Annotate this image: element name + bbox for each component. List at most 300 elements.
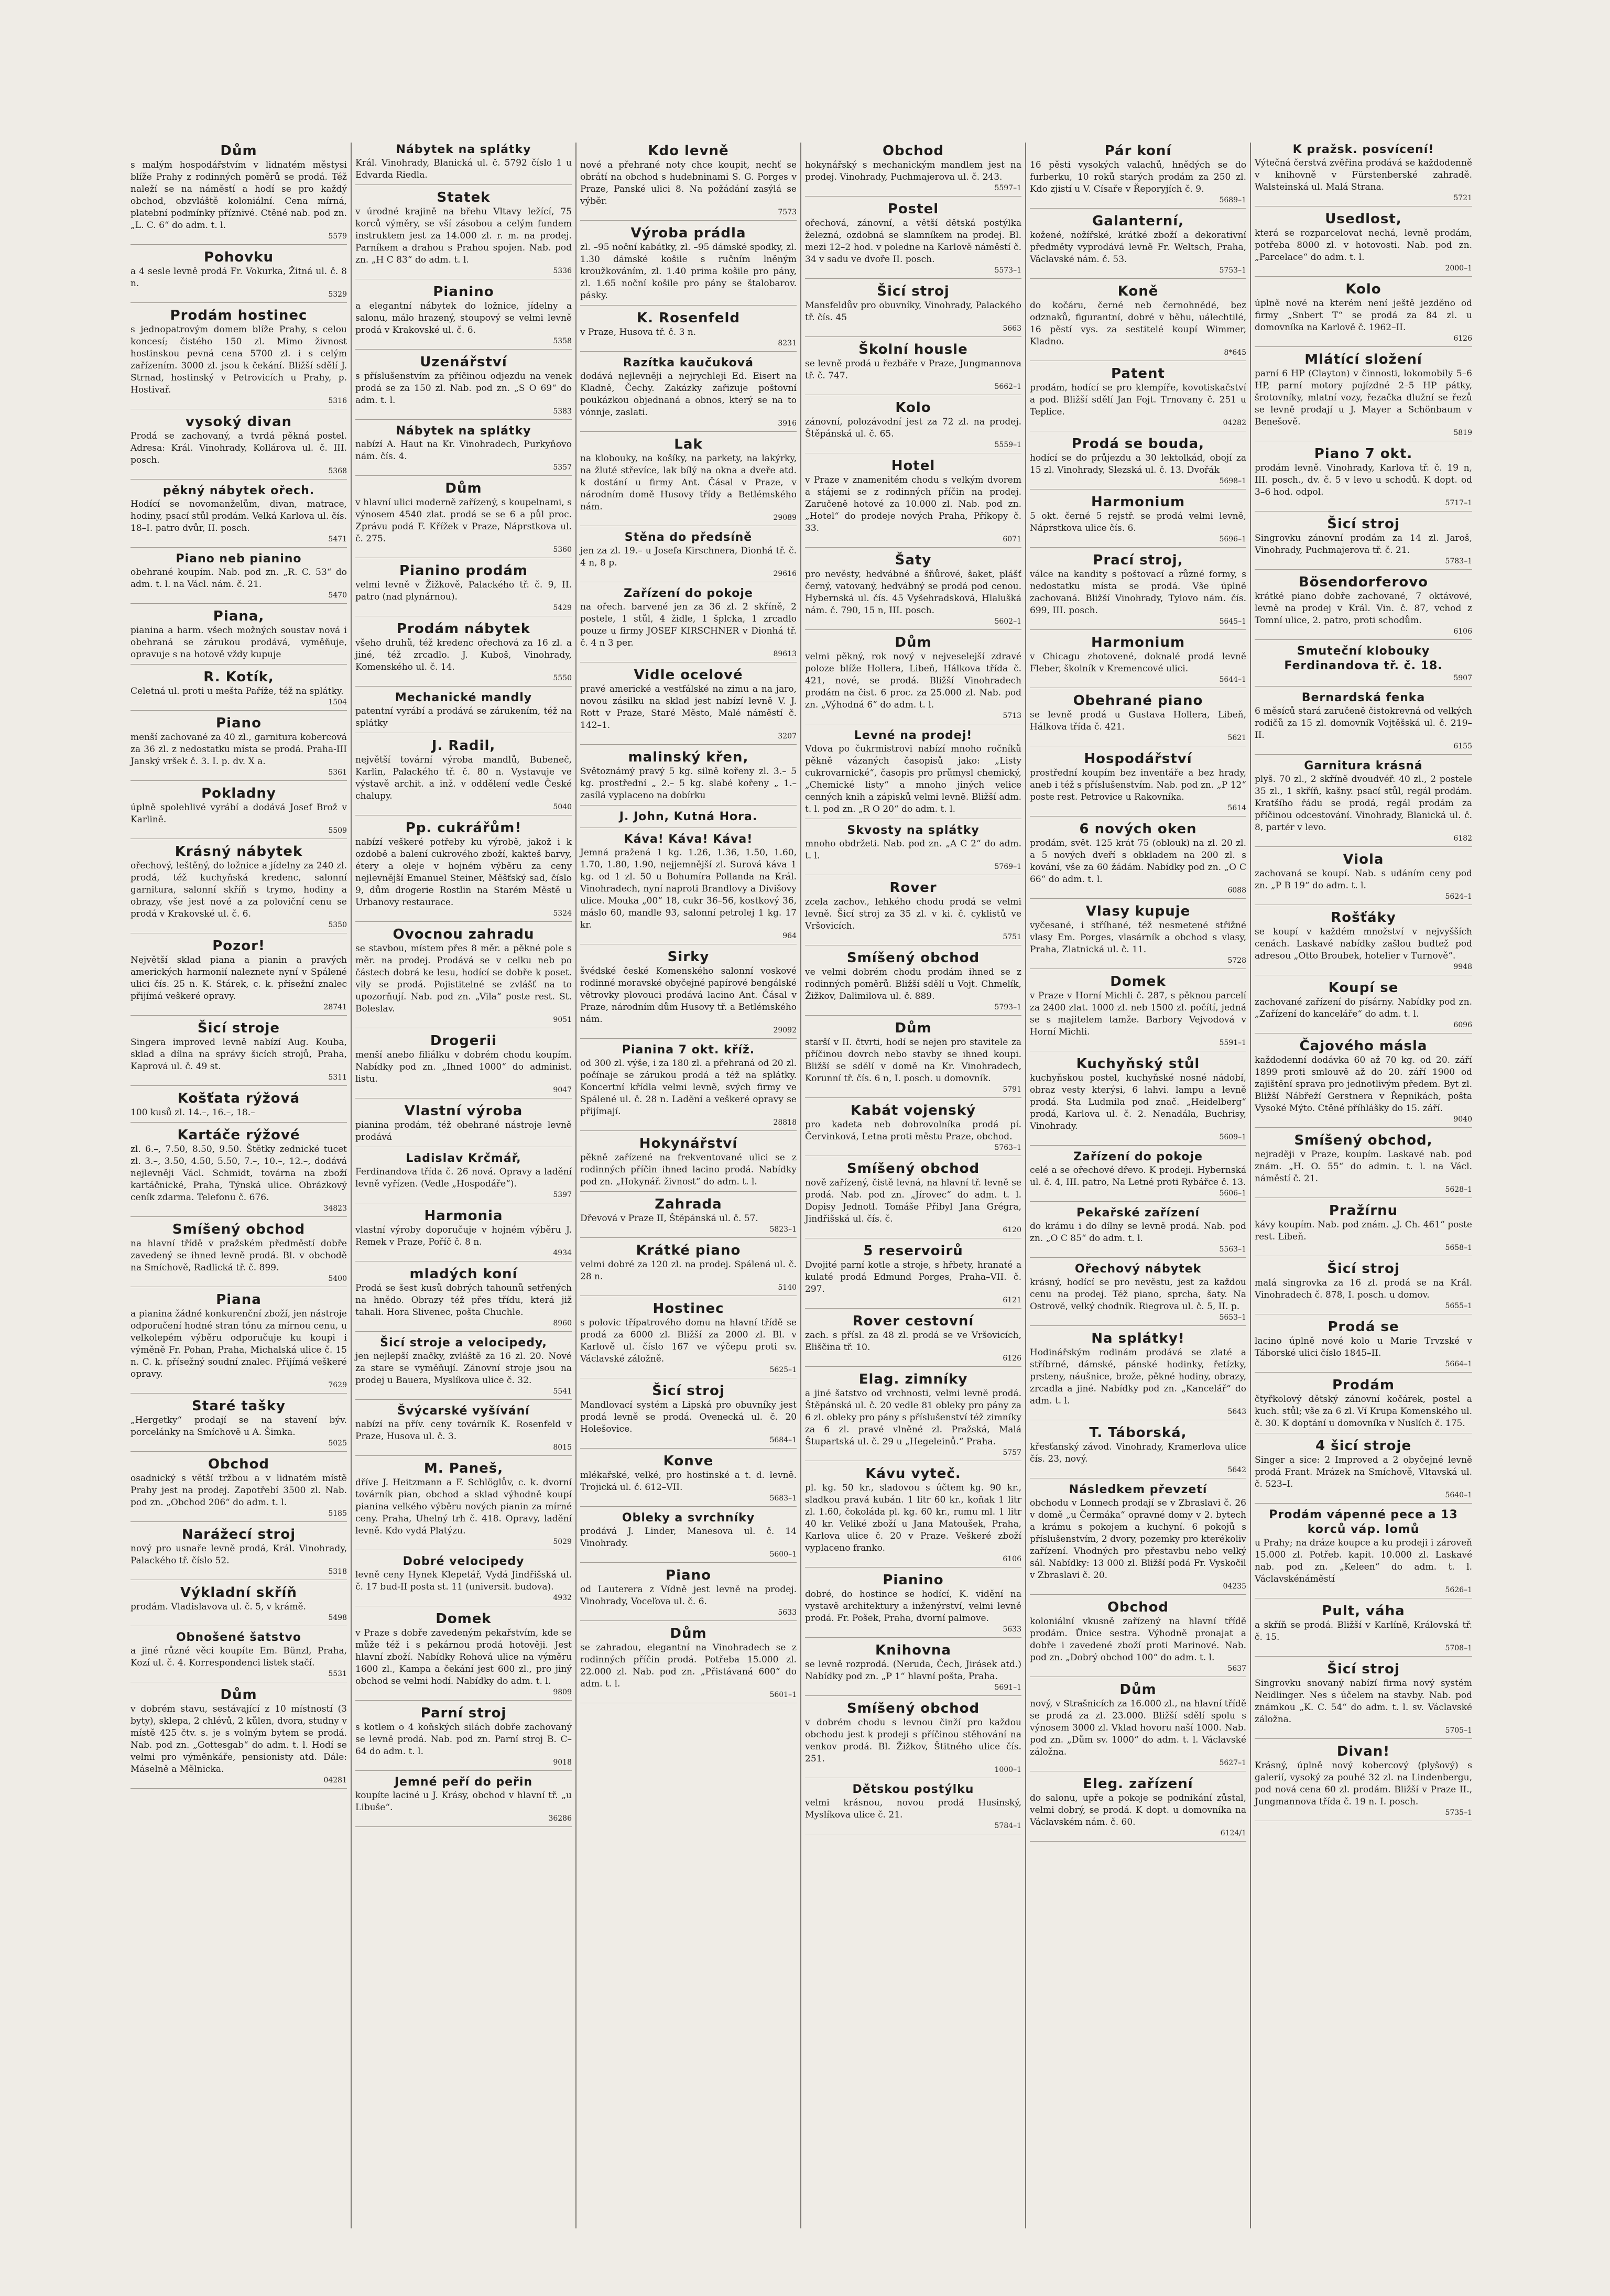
ad-body: s jednopatrovým domem blíže Prahy, s celou koncesí; čistého 150 zl. Mimo živnost hostinskou pevná cena 5700 zl. i s celým zařízením. 3000 zl. jsou k čekání. Bližší sdělí J. Strnad, hostinský v Petrovicích u Prahy, p. Hostivař. <box>130 324 347 395</box>
ad-headline: Parní stroj <box>420 1705 507 1721</box>
ad-body: levně ceny Hynek Klepetář, Vydá Jindřišská ul. č. 17 bud-II posta st. 11 (universit. budova). <box>355 1570 572 1592</box>
classified-ad <box>805 728 1021 819</box>
ad-body: od Lauterera z Vídně jest levně na prodej. Vinohrady, Voceľova ul. č. 6. <box>580 1584 797 1607</box>
classified-ad <box>130 1526 347 1580</box>
ad-headline: Dobré velocipedy <box>402 1555 525 1568</box>
ad-number: 5541 <box>553 1387 572 1396</box>
classified-ad <box>355 1103 572 1147</box>
classified-ad <box>355 1207 572 1261</box>
ad-number: 5357 <box>553 463 572 472</box>
ad-body: v Chicagu zhotovené, doknalé prodá levně Fleber, školník v Kremencové ulici. <box>1030 651 1246 674</box>
ad-headline: Sirky <box>667 949 710 965</box>
ad-headline: Jemné peří do peřin <box>394 1776 533 1789</box>
ad-headline: Bösendorferovo <box>1298 574 1429 590</box>
classified-ad <box>1255 281 1472 347</box>
ad-number: 5907 <box>1453 674 1472 682</box>
ad-body: v dobrém chodu s levnou činží pro každou obchodu jest k prodeji s příčinou stěhování na venkov prodá. Bl. Žižkov, Štitného ulice čís. 251. <box>805 1717 1021 1764</box>
ad-body: mnoho obdržeti. Nab. pod zn. „A C 2“ do adm. t. l. <box>805 839 1021 861</box>
ad-headline: Kolo <box>1345 281 1381 297</box>
classified-ad <box>1255 1132 1472 1198</box>
classified-ad <box>355 284 572 350</box>
ad-number: 5316 <box>328 397 347 405</box>
ad-body: se stavbou, místem přes 8 měr. a pěkné pole s měr. na prodej. Prodává se v celku neb po částech dobrá ke lesu, hodící se dobře k poset. vily se prodá. Pojistitelné se zvlášť na to upozorňují. Nab. pod zn. „Vila“ poste rest. St. Boleslav. <box>355 943 572 1014</box>
ad-number: 9051 <box>553 1016 572 1024</box>
classified-ad <box>1255 351 1472 441</box>
ad-number: 5470 <box>328 591 347 600</box>
ad-number: 5784–1 <box>994 1822 1021 1830</box>
ad-body: se levně rozprodá. (Neruda, Čech, Jirásek atd.) Nabídky pod zn. „P 1“ hlavní pošta, Praha. <box>805 1659 1021 1682</box>
ad-body: malá singrovka za 16 zl. prodá se na Král. Vinohradech č. 878, I. posch. u domov. <box>1255 1278 1472 1300</box>
ad-headline: Šicí stroje <box>197 1020 280 1036</box>
classified-ad <box>805 1020 1021 1098</box>
ad-headline: Bernardská fenka <box>1301 691 1426 704</box>
classified-ad <box>1255 1603 1472 1657</box>
ad-body: obehrané koupím. Nab. pod zn. „R. C. 53“ do adm. t. l. na Václ. nám. č. 21. <box>130 567 347 590</box>
ad-body: kožené, nožířské, krátké zboží a dekorativní předměty vyprodává levně Fr. Weltsch, Praha, Václavské nám. č. 53. <box>1030 230 1246 265</box>
ad-body: Hodící se novomanželům, divan, matrace, hodiny, psací stůl prodám. Velká Karlova ul. čís. 18–I. patro dvůr, II. posch. <box>130 499 347 534</box>
ad-number: 6121 <box>1003 1296 1021 1304</box>
ad-number: 5509 <box>328 826 347 835</box>
ad-number: 29616 <box>773 570 797 578</box>
ad-headline: Obchod <box>208 1456 270 1472</box>
ad-headline: Pult, váha <box>1322 1603 1405 1619</box>
ad-body: do kočáru, černé neb černohnědé, bez odznaků, figurantní, dobré v běhu, uálechtilé, 16 pěstí vys. za sestitelé koupí Wimmer, Kladno. <box>1030 300 1246 347</box>
ad-body: u Prahy; na dráze koupce a ku prodeji i zároveň 15.000 zl. Potřeb. kapit. 10.000 zl. Laskavé nab. pod zn. „Keleen“ do adm. t. l. Václavskénáměstí <box>1255 1538 1472 1584</box>
ad-number: 5658–1 <box>1445 1244 1472 1252</box>
ad-number: 5621 <box>1227 734 1246 742</box>
ad-headline: pěkný nábytek ořech. <box>162 484 315 497</box>
ad-number: 5368 <box>328 467 347 475</box>
classified-ad <box>1030 552 1246 630</box>
ad-headline: Dům <box>220 1687 257 1703</box>
ad-number: 5633 <box>778 1608 797 1617</box>
ad-body: a pianina žádné konkurenční zboží, jen nástroje odporučení hodné stran tónu za mírnou cenu, u velkolepém výběru odporučuje ku koupi i výměně Fr. Pohan, Praha, Michalská ulice č. 15 n. C. k. přísežný soudní znalec. Přijímá veškeré opravy. <box>130 1309 347 1379</box>
classified-ad <box>355 1775 572 1827</box>
classified-ad <box>805 552 1021 630</box>
ad-number: 5662–1 <box>994 383 1021 391</box>
classified-ad <box>1255 691 1472 755</box>
classified-columns <box>127 143 1477 2228</box>
ad-number: 6120 <box>1003 1226 1021 1234</box>
ad-number: 5642 <box>1227 1466 1246 1474</box>
ad-headline: Harmonium <box>1091 635 1185 650</box>
ad-headline: Šicí stroje a velocipedy, <box>380 1336 547 1350</box>
ad-headline: Vlastní výroba <box>404 1103 523 1119</box>
classified-ad <box>580 225 797 306</box>
classified-ad <box>1030 365 1246 431</box>
classified-ad <box>805 1642 1021 1696</box>
ad-number: 5628–1 <box>1445 1185 1472 1194</box>
column-2 <box>352 143 576 2228</box>
ad-headline: Smuteční klobouky Ferdinandova tř. č. 18. <box>1284 645 1443 672</box>
ad-body: zachované zařízení do písárny. Nabídky pod zn. „Zařízení do kanceláře“ do adm. t. l. <box>1255 997 1472 1019</box>
ad-body: s kotlem o 4 koňských silách dobře zachovaný se levně prodá. Nab. pod zn. Parní stroj B. C–64 do adm. t. l. <box>355 1722 572 1757</box>
ad-number: 3916 <box>778 419 797 428</box>
classified-ad <box>1030 1483 1246 1595</box>
ad-headline: Patent <box>1111 366 1165 382</box>
ad-headline: Prodá se bouda, <box>1071 436 1205 452</box>
ad-body: 100 kusů zl. 14.–, 16.–, 18.– <box>130 1107 255 1118</box>
classified-ad <box>130 1686 347 1789</box>
column-6 <box>1251 143 1476 2228</box>
ad-body: do krámu i do dílny se levně prodá. Nab. pod zn. „O C 85“ do adm. t. l. <box>1030 1221 1246 1244</box>
ad-headline: Šicí stroj <box>1327 1661 1400 1677</box>
ad-body: 5 okt. černé 5 rejstř. se prodá velmi levně, Náprstkova ulice čís. 6. <box>1030 511 1246 534</box>
ad-body: lacino úplně nové kolo u Marie Trvzské v Táborské ulici číslo 1845–II. <box>1255 1336 1472 1358</box>
ad-number: 5640–1 <box>1445 1491 1472 1499</box>
classified-ad <box>355 143 572 185</box>
column-3 <box>576 143 801 2228</box>
ad-body: celé a se ořechové dřevo. K prodeji. Hybernská ul. č. 4, III. patro, Na Letné proti Rybářce č. 13. <box>1030 1165 1246 1188</box>
ad-headline: Vlasy kupuje <box>1085 904 1191 919</box>
classified-ad <box>805 1102 1021 1156</box>
ad-number: 5637 <box>1227 1664 1246 1673</box>
ad-number: 5698–1 <box>1219 477 1246 485</box>
classified-ad <box>130 1630 347 1682</box>
ad-body: dodává nejlevněji a nejrychleji Ed. Eisert na Kladně, Čechy. Zakázky zařizuje poštovní poukázkou objednaná a obnos, který se na to vónnje, zaslati. <box>580 371 797 418</box>
ad-headline: Krátké piano <box>636 1243 741 1258</box>
classified-ad <box>805 1465 1021 1568</box>
ad-number: 5655–1 <box>1445 1302 1472 1310</box>
ad-number: 5597–1 <box>994 184 1021 192</box>
classified-ad <box>355 691 572 733</box>
ad-headline: Smíšený obchod <box>846 1161 980 1177</box>
ad-headline: Zahrada <box>655 1196 722 1212</box>
ad-headline: Rover cestovní <box>852 1313 974 1329</box>
classified-ad <box>805 879 1021 945</box>
ad-body: nové a přehrané noty chce koupit, nechť se obrátí na obchod s hudebninami S. G. Porges v Praze, Panské ulici 8. Na požádání zasýlá se výběr. <box>580 160 797 206</box>
ad-headline: Zařízení do pokoje <box>624 587 753 600</box>
ad-number: 5689–1 <box>1219 196 1246 204</box>
ad-headline: Dům <box>220 143 257 159</box>
classified-ad <box>1255 445 1472 512</box>
ad-body: velmi krásnou, novou prodá Husinský, Myslíkova ulice č. 21. <box>805 1798 1021 1820</box>
ad-headline: Šicí stroj <box>652 1383 725 1399</box>
classified-ad <box>1030 213 1246 279</box>
ad-headline: Obehrané piano <box>1073 693 1203 709</box>
classified-ad <box>1255 980 1472 1033</box>
ad-body: „Hergetky“ prodají se na stavení býv. porcelánky na Smíchově u A. Šimka. <box>130 1415 347 1438</box>
ad-body: jen nejlepší značky, zvláště za 16 zl. 20. Nové za stare se vyměňují. Zánovní stroje jsou na prodej u Bauera, Myslíkova ulice č. 32. <box>355 1351 572 1386</box>
ad-number: 6071 <box>1003 535 1021 543</box>
ad-number: 5559–1 <box>994 441 1021 449</box>
classified-ad <box>805 1572 1021 1638</box>
classified-ad <box>580 1511 797 1563</box>
ad-number: 8960 <box>553 1319 572 1327</box>
ad-number: 5751 <box>1003 933 1021 941</box>
ad-body: pěkně zařízené na frekventované ulici se z rodinných příčin ihned lacino prodá. Nabídky pod zn. „Hokynář. živnost“ do adm. t. l. <box>580 1152 797 1187</box>
ad-body: zl. 6.–, 7.50, 8.50, 9.50. Štětky zednické tucet zl. 3.–, 3.50, 4.50, 5.50, 7.–, 10.–, 12.–, dodává nejlevněji Václ. Schmidt, továrna na zboží kartáčnické, Praha, Týnská ulice. Obrázkový ceník zdarma. Telefonu č. 676. <box>130 1144 347 1203</box>
classified-ad <box>1030 1776 1246 1842</box>
ad-headline: Piana <box>216 1292 262 1308</box>
classified-ad <box>355 1151 572 1203</box>
ad-headline: Pianino prodám <box>399 563 528 579</box>
ad-body: která se rozparcelovat nechá, levně prodám, potřeba 8000 zl. v hotovosti. Nab. pod zn. „Parcelace“ do adm. t. l. <box>1255 228 1472 263</box>
ad-body: Mansfeldův pro obuvníky, Vinohrady, Palackého tř. čís. 45 <box>805 300 1021 323</box>
ad-number: 5627–1 <box>1219 1759 1246 1767</box>
ad-body: Prodá se zachovaný, a tvrdá pěkná postel. Adresa: Král. Vinohrady, Kollárova ul. č. III. posch. <box>130 431 347 465</box>
classified-ad <box>1030 1599 1246 1677</box>
classified-ad <box>580 1135 797 1192</box>
classified-ad <box>355 1404 572 1456</box>
ad-number: 34823 <box>323 1204 347 1213</box>
ad-headline: Garnitura krásná <box>1304 759 1423 772</box>
ad-body: s polovic třípatrového domu na hlavní třídě se prodá za 6000 zl. Bližší za 2000 zl. Bl. v Karlově ul. číslo 167 ve výčepu proti sv. Václavské záložně. <box>580 1318 797 1364</box>
ad-number: 5763–1 <box>994 1144 1021 1152</box>
ad-headline: Ořechový nábytek <box>1074 1263 1202 1276</box>
ad-body: Hodinářským rodinám prodává se zlaté a stříbrné, dámské, pánské hodinky, řetízky, prsteny, náušnice, brože, pěkné hodiny, obrazy, zrcadla a jiné. Nabídky pod zn. „Kancelář“ do adm. t. l. <box>1030 1347 1246 1406</box>
ad-body: do salonu, upře a pokoje se podnikání zůstal, velmi dobrý, se prodá. K dopt. u domovníka na Václavském nám. č. 60. <box>1030 1793 1246 1827</box>
classified-ad <box>580 810 797 828</box>
classified-ad <box>805 143 1021 197</box>
ad-body: každodenní dodávka 60 až 70 kg. od 20. září 1899 proti smlouvě až do 20. září 1900 od zajištění sprava pro jednotlivým předem. Byt zl. Bližší Nábřeží Gerstnera v Řepnikách, pošta Vysoké Mýto. Ctěné příhlášky do 15. září. <box>1255 1055 1472 1114</box>
ad-body: se levně prodá u Gustava Hollera, Libeň, Hálkova třída č. 421. <box>1030 710 1246 732</box>
ad-number: 5625–1 <box>769 1366 797 1374</box>
ad-body: vlastní výroby doporučuje v hojném výběru J. Remek v Praze, Poříč č. 8 n. <box>355 1225 572 1247</box>
ad-body: se koupí v každém množství v nejvyšších cenách. Laskavé nabídky zašlou budtež pod adresou „Otto Broubek, hotelier v Turnově“. <box>1255 927 1472 961</box>
ad-body: úplně spolehlivé vyrábí a dodává Josef Brož v Karlině. <box>130 802 347 825</box>
ad-body: Vdova po čukrmistrovi nabízí mnoho ročníků pěkně vázaných časopisů jako: „Listy cukrovarnické“, časopis pro průmysl chemický, „Chemické listy“ a mnoho jiných velice cenných knih a zápisků velmi levně. Bližší adm. t. l. pod zn. „R O 20“ do adm. t. l. <box>805 744 1021 814</box>
classified-ad <box>1030 750 1246 817</box>
classified-ad <box>1030 143 1246 209</box>
ad-headline: Rošťáky <box>1331 910 1396 926</box>
ad-body: krásný, hodící se pro nevěstu, jest za každou cenu na prodej. Též piano, sprcha, šaty. Na Ostrově, velký chodník. Riegrova ul. č. 5, II. p. <box>1030 1277 1246 1312</box>
classified-ad <box>580 832 797 944</box>
ad-body: Dvojité parní kotle a stroje, s hřbety, hranaté a kulaté prodá Edmund Porges, Praha–VII. č. 297. <box>805 1260 1021 1294</box>
classified-ad <box>1255 1438 1472 1504</box>
classified-ad <box>580 1043 797 1131</box>
ad-number: 7629 <box>328 1381 347 1389</box>
ad-headline: Uzenářství <box>420 354 507 370</box>
ad-body: na hlavní třídě v pražském předměstí dobře zavedený se ihned levně prodá. Bl. v obchodě na Smíchově, Radlická tř. č. 899. <box>130 1238 347 1273</box>
ad-number: 1000–1 <box>994 1766 1021 1774</box>
ad-number: 5684–1 <box>769 1436 797 1444</box>
ad-body: nový pro usnaře levně prodá, Král. Vinohrady, Palackého tř. číslo 52. <box>130 1543 347 1566</box>
classified-ad <box>805 1313 1021 1367</box>
ad-number: 5793–1 <box>994 1003 1021 1011</box>
ad-body: 6 měsíců stará zaručeně čistokrevná od velkých rodičů za 15 zl. domovník Vojtěšská ul. č. 219–II. <box>1255 706 1472 741</box>
ad-number: 5318 <box>328 1568 347 1576</box>
column-5 <box>1026 143 1251 2228</box>
column-4 <box>801 143 1026 2228</box>
ad-headline: Narážecí stroj <box>181 1527 296 1542</box>
ad-number: 5783–1 <box>1445 557 1472 565</box>
ad-body: Singera improved levně nabízí Aug. Kouba, sklad a dílna na správy šicích strojů, Praha, Kaprová ul. č. 49 st. <box>130 1037 347 1072</box>
ad-headline: Piana, <box>213 608 265 624</box>
ad-headline: Mechanické mandly <box>395 691 532 704</box>
classified-ad <box>355 926 572 1028</box>
classified-ad <box>130 1127 347 1217</box>
classified-ad <box>355 189 572 279</box>
ad-headline: Pp. cukrářům! <box>405 820 522 836</box>
ad-headline: Šicí stroj <box>1327 516 1400 532</box>
classified-ad <box>1030 1330 1246 1420</box>
ad-body: dříve J. Heitzmann a F. Schlöglův, c. k. dvorní továrník pian, obchod a sklad výhodně koupí pianina velkého výběru nových pianin za mírné ceny. Praha, Uhelný trh č. 418. Opravy, ladění levně. Kdo vydá Platýzu. <box>355 1477 572 1536</box>
ad-number: 964 <box>782 932 797 940</box>
ad-body: velmi levně v Žižkově, Palackého tř. č. 9, II. patro (nad plynárnou). <box>355 580 572 602</box>
ad-number: 9018 <box>553 1758 572 1767</box>
ad-headline: Obleky a svrchníky <box>622 1511 755 1525</box>
ad-body: mlékařské, velké, pro hostinské a t. d. levně. Trojická ul. č. 612–VII. <box>580 1470 797 1493</box>
ad-body: se zahradou, elegantní na Vinohradech se z rodinných příčin prodá. Potřeba 15.000 zl. 22.000 zl. Nab. pod zn. „Přistávaná 600“ do adm. t. l. <box>580 1642 797 1689</box>
ad-body: menší zachované za 40 zl., garnitura kobercová za 36 zl. z nedostatku místa se prodá. Praha-III Janský vršek č. 3. I. p. dv. X a. <box>130 732 347 767</box>
classified-ad <box>130 715 347 781</box>
ad-number: 5140 <box>778 1283 797 1292</box>
classified-ad <box>1255 909 1472 975</box>
classified-ad <box>1255 574 1472 640</box>
ad-headline: Nábytek na splátky <box>396 425 531 438</box>
ad-number: 5663 <box>1003 324 1021 333</box>
ad-body: dobré, do hostince se hodící, K. vidění na vystavě architektury a inženýrství, velmi levně prodá. Fr. Pošek, Praha, dvorní palmove. <box>805 1589 1021 1624</box>
ad-headline: Koně <box>1117 284 1159 299</box>
ad-headline: Kávu vyteč. <box>865 1466 961 1482</box>
ad-headline: Hokynářství <box>639 1136 738 1151</box>
ad-body: hokynářský s mechanickým mandlem jest na prodej. Vinohrady, Puchmajerova ul. č. 243. <box>805 160 1021 182</box>
ad-headline: Obnošené šatstvo <box>176 1631 301 1644</box>
classified-ad <box>1030 283 1246 361</box>
ad-headline: J. Radil, <box>431 738 496 754</box>
classified-ad <box>130 552 347 604</box>
classified-ad <box>130 307 347 409</box>
classified-ad <box>130 249 347 303</box>
ad-body: prostřední koupím bez inventáře a bez hrady, aneb i též s příslušenstvím. Nab. pod zn. „P 12“ poste rest. Petrovice u Rakovníka. <box>1030 768 1246 802</box>
ad-headline: Kartáče rýžové <box>177 1127 300 1143</box>
ad-headline: Dům <box>445 481 482 496</box>
ad-headline: Knihovna <box>875 1642 951 1658</box>
ad-headline: Dům <box>895 1020 932 1036</box>
ad-body: válce na kandity s poštovací a různé formy, s nedostatku místa se prodá. Vše úplně zachovaná. Bližší Vinohrady, Tylovo nám. čís. 699, III. posch. <box>1030 569 1246 616</box>
classified-ad <box>130 1020 347 1086</box>
ad-number: 04281 <box>323 1776 347 1784</box>
ad-body: pro nevěsty, hedvábné a šňůrové, šaket, plášť černý, vatovaný, hedvábný se prodá pod cenou. Hybernská ul. čís. 45 Vyšehradsková, Hlalušká nám. č. 790, 15 n, III. posch. <box>805 569 1021 616</box>
ad-headline: Domek <box>436 1611 492 1627</box>
classified-ad <box>580 1625 797 1703</box>
ad-body: krátké piano dobře zachované, 7 oktávové, levně na prodej v Král. Vin. č. 87, vchod z Tomní ulice, 2. patro, proti schodům. <box>1255 591 1472 626</box>
ad-headline: Pozor! <box>212 938 265 954</box>
ad-headline: Obchod <box>882 143 944 159</box>
ad-headline: Hostinec <box>652 1301 724 1316</box>
ad-body: koupíte laciné u J. Krásy, obchod v hlavní tř. „u Libuše“. <box>355 1790 572 1813</box>
ad-number: 5601–1 <box>769 1691 797 1699</box>
classified-ad <box>1255 1260 1472 1314</box>
classified-ad <box>355 1336 572 1400</box>
ad-headline: Švýcarské vyšívání <box>397 1405 530 1418</box>
ad-headline: Prodám vápenné pece a 13 korců váp. lomů <box>1269 1508 1458 1536</box>
ad-number: 5696–1 <box>1219 535 1246 543</box>
ad-number: 6096 <box>1453 1021 1472 1029</box>
ad-number: 5579 <box>328 232 347 241</box>
ad-body: a elegantní nábytek do ložnice, jídelny a salonu, málo hrazený, stoupový se velmi levně prodá v Krakovské ul. č. 6. <box>355 301 572 335</box>
classified-ad <box>355 1554 572 1606</box>
classified-ad <box>1255 1038 1472 1128</box>
classified-ad <box>1030 1055 1246 1146</box>
ad-body: zl. –95 noční kabátky, zl. –95 dámské spodky, zl. 1.30 dámské košile s ručním lněným kroužkováním, zl. 1.40 prima košile pro pány, zl. 1.65 noční košile pro pány se štalobarov. pásky. <box>580 242 797 301</box>
classified-ad <box>805 399 1021 453</box>
ad-number: 5823–1 <box>769 1225 797 1234</box>
classified-ad <box>355 562 572 616</box>
ad-number: 5705–1 <box>1445 1726 1472 1735</box>
ad-body: prodám levně. Vinohrady, Karlova tř. č. 19 n, III. posch., dv. č. 5 v levo u schodů. K dopt. od 3–6 hod. odpol. <box>1255 463 1472 497</box>
classified-ad <box>355 354 572 420</box>
ad-number: 5728 <box>1227 956 1246 965</box>
classified-ad <box>1030 1424 1246 1478</box>
classified-ad <box>1255 211 1472 277</box>
classified-ad <box>1255 1319 1472 1373</box>
classified-ad <box>580 530 797 582</box>
ad-headline: Razítka kaučuková <box>623 356 754 369</box>
ad-number: 5383 <box>553 407 572 416</box>
ad-body: prodám. Vladislavova ul. č. 5, v krámě. <box>130 1602 306 1612</box>
ad-headline: malinský křen, <box>628 749 749 765</box>
ad-headline: Pokladny <box>201 786 276 801</box>
ad-headline: Výkladní skříň <box>180 1585 297 1601</box>
ad-number: 5550 <box>553 674 572 682</box>
ad-headline: Lak <box>674 437 703 452</box>
ad-headline: Dům <box>895 635 932 650</box>
ad-body: největší tovární výroba mandlů, Bubeneč, Karlin, Palackého tř. č. 80 n. Vystavuje ve výstavě archit. a inž. v oddělení vedle České chalupy. <box>355 755 572 801</box>
ad-body: a skříň se prodá. Bližší v Karlíně, Královská tř. č. 15. <box>1255 1620 1472 1642</box>
ad-body: čtyřkolový dětský zánovní kočárek, postel a kuch. stůl; vše za 6 zl. Ví Krupa Komenského ul. č. 30. K doptání u domovníka v Nuslích č. 175. <box>1255 1394 1472 1429</box>
ad-headline: Kdo levně <box>648 143 729 159</box>
ad-headline: Elag. zimníky <box>858 1372 968 1387</box>
ad-body: s malým hospodářstvím v lidnatém městysi blíže Prahy z rodinných poměrů se prodá. Též naleží se na náměstí a hodí se pro každý obchod, obzvláště koloniální. Cena mírná, platební podmínky příznivé. Ctěné nab. pod zn. „L. C. 6“ do adm. t. l. <box>130 160 347 231</box>
ad-headline: Pohovku <box>203 249 274 265</box>
ad-body: Krásný, úplně nový kobercový (plyšový) s galerií, vysoký za pouhé 32 zl. na Lindenbergu, pod nová cena 60 zl. prodám. Bližší v Praze II., Jungmannova třída č. 19 n. I. posch. <box>1255 1760 1472 1807</box>
ad-number: 5664–1 <box>1445 1360 1472 1368</box>
ad-body: starší v II. čtvrti, hodí se nejen pro stavitele za příčinou dovrch nebo stavby se ihned koupi. Bližší se sdělí v domě na Kr. Vinohradech, Korunní tř. čís. 6 n, I. posch. u domovník. <box>805 1037 1021 1084</box>
ad-headline: Smíšený obchod, <box>1294 1133 1433 1148</box>
classified-ad <box>1030 1150 1246 1202</box>
classified-ad <box>580 586 797 662</box>
ad-number: 5360 <box>553 546 572 554</box>
ad-number: 4932 <box>553 1594 572 1602</box>
classified-ad <box>355 820 572 922</box>
ad-body: Singrovku snovaný nabízí firma nový systém Neidlinger. Nes s účelem na stavby. Nab. pod známkou „K. C. 54“ do adm. t. l. sv. Václavské záložna. <box>1255 1678 1472 1725</box>
ad-body: úplně nové na kterém není ještě jezděno od firmy „Snbert T“ se prodá za 84 zl. u domovníka na Karlově č. 1962–II. <box>1255 298 1472 333</box>
ad-headline: Školní housle <box>858 342 968 357</box>
ad-headline: 4 šicí stroje <box>1315 1438 1412 1454</box>
classified-ad <box>805 1371 1021 1461</box>
classified-ad <box>1255 851 1472 905</box>
ad-body: křesťanský závod. Vinohrady, Kramerlova ulice čís. 23, nový. <box>1030 1442 1246 1464</box>
classified-ad <box>580 749 797 806</box>
ad-number: 5691–1 <box>994 1683 1021 1692</box>
ad-body: nejraději v Praze, koupím. Laskavé nab. pod znám. „H. O. 55“ do admin. t. l. na Václ. náměstí č. 21. <box>1255 1149 1472 1184</box>
classified-ad <box>1030 821 1246 899</box>
ad-headline: Dětskou postýlku <box>852 1783 974 1796</box>
ad-number: 5602–1 <box>994 617 1021 626</box>
ad-number: 5531 <box>328 1670 347 1678</box>
ad-headline: Výroba prádla <box>630 225 746 241</box>
ad-headline: Koupí se <box>1328 980 1399 996</box>
ad-headline: Piano <box>666 1568 711 1583</box>
ad-body: všeho druhů, též kredenc ořechová za 16 zl. a jiné, též zrcadlo. J. Kuboš, Vinohrady, Komenského ul. č. 14. <box>355 638 572 672</box>
ad-number: 29089 <box>773 514 797 522</box>
ad-headline: Krásný nábytek <box>175 844 303 859</box>
ad-headline: Prodám <box>1332 1377 1395 1393</box>
ad-number: 5185 <box>328 1509 347 1518</box>
ad-number: 2000–1 <box>1445 264 1472 273</box>
ad-body: Výtečná čerstvá zvěřina prodává se každodenně v knihovně v Fürstenberské zahradě. Walsteinská ul. Malá Strana. <box>1255 158 1472 192</box>
ad-body: s příslušenstvím za příčinou odjezdu na venek prodá se za 150 zl. Nab. pod zn. „S O 69“ do adm. t. l. <box>355 371 572 406</box>
ad-number: 5819 <box>1453 429 1472 437</box>
classified-ad <box>1030 1681 1246 1771</box>
ad-headline: Prodám hostinec <box>170 308 308 323</box>
ad-number: 5713 <box>1003 712 1021 720</box>
ad-headline: Hotel <box>891 458 935 474</box>
classified-ad <box>580 667 797 745</box>
ad-number: 8*645 <box>1224 349 1246 357</box>
